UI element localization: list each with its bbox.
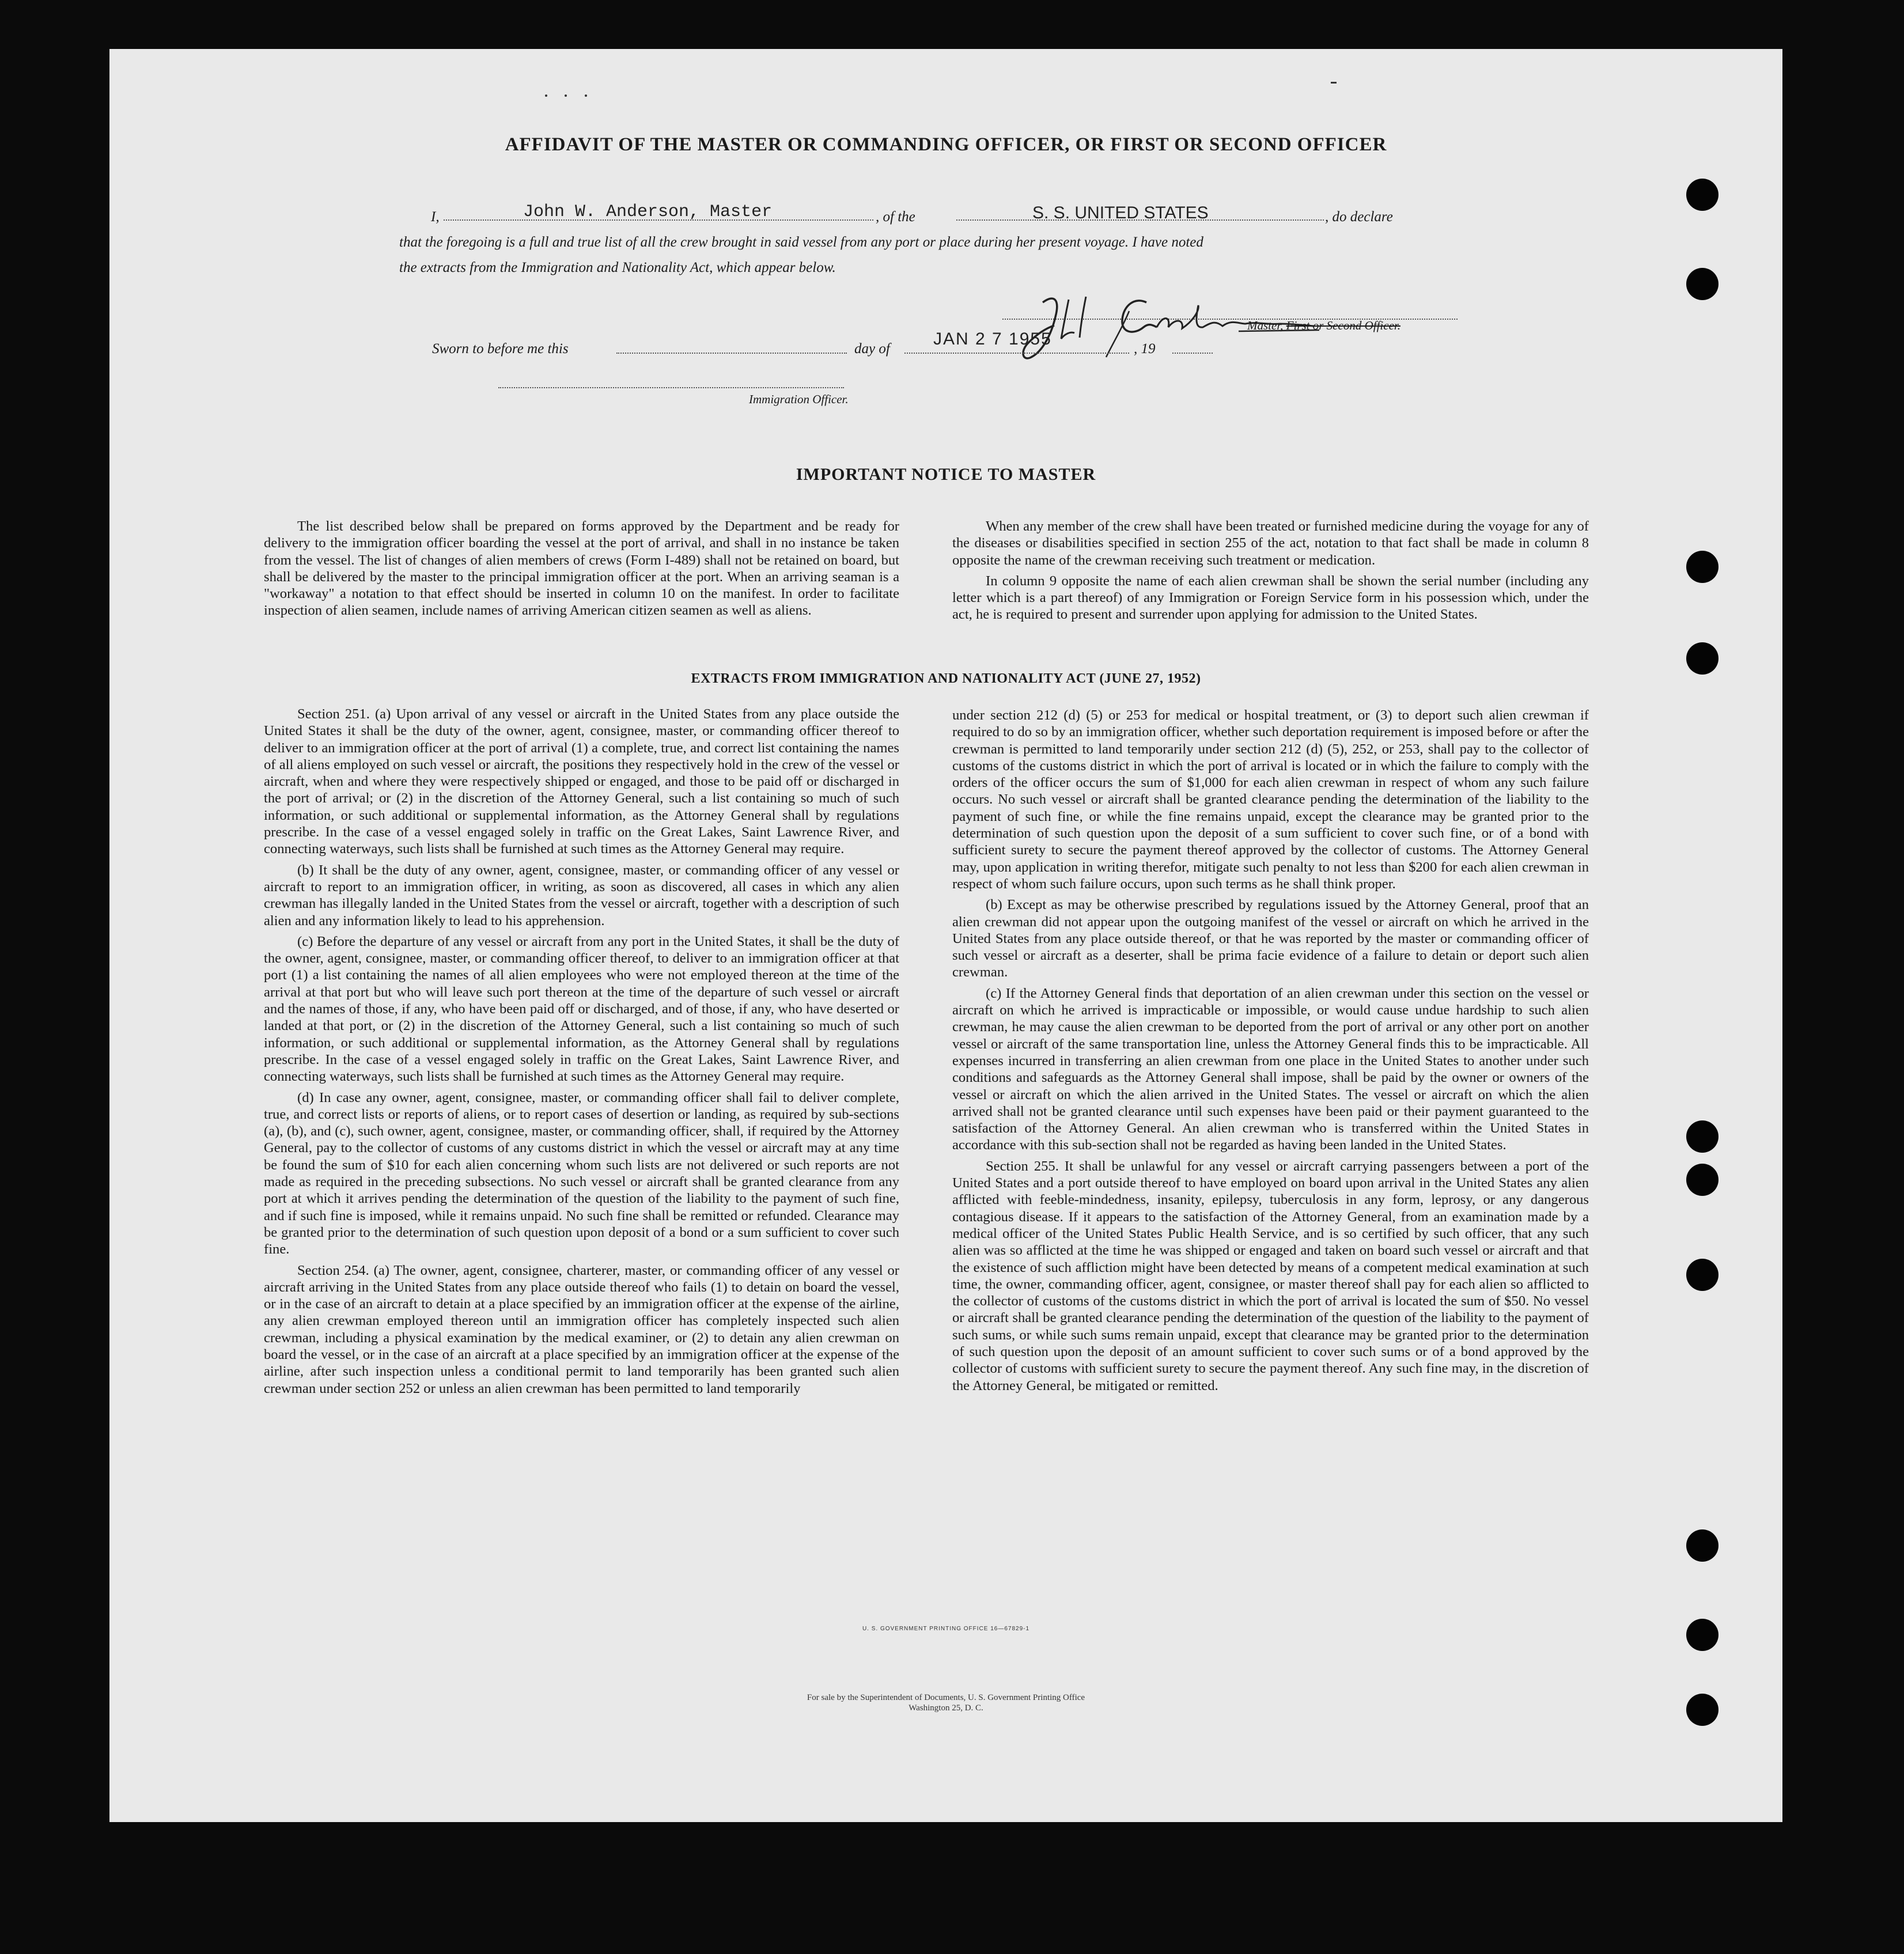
- document-page: [109, 49, 1782, 1822]
- stray-mark: [585, 94, 587, 97]
- month-fill-line: [904, 353, 1129, 354]
- punch-hole: [1686, 1529, 1718, 1562]
- notice-right-column: [952, 518, 1589, 627]
- extracts-right-column: [952, 707, 1589, 1398]
- punch-hole: [1686, 179, 1718, 211]
- stray-mark: [1331, 82, 1337, 84]
- master-name: John W. Anderson, Master: [523, 202, 773, 222]
- notice-title: IMPORTANT NOTICE TO MASTER: [796, 465, 1096, 484]
- notice-right-paragraph-2: In column 9 opposite the name of each alien crewman shall be shown the serial number (including any letter which is a part thereof) of any Immigration or Foreign Service form in his possession which, under the act, he is required to present and surrender upon applying for admission to the United States.: [952, 573, 1589, 623]
- i-label: I,: [431, 209, 440, 225]
- punch-hole: [1686, 1694, 1718, 1726]
- punch-hole: [1686, 1259, 1718, 1291]
- vessel-name: S. S. UNITED STATES: [1032, 203, 1209, 222]
- section-254-b: (b) Except as may be otherwise prescribed by regulations issued by the Attorney General, proof that an alien crewman did not appear upon the outgoing manifest of the vessel or aircraft on which he arrived in the United States from any place outside thereof, or that he was reported by the master or commanding officer of such vessel or aircraft as a deserter, shall be prima facie evidence of a failure to detain or deport such alien crewman.: [952, 897, 1589, 980]
- affidavit-title: AFFIDAVIT OF THE MASTER OR COMMANDING OFFICER, OR FIRST OR SECOND OFFICER: [505, 134, 1387, 155]
- section-254-a-continued: under section 212 (d) (5) or 253 for medical or hospital treatment, or (3) to deport such alien crewman if required to do so by an immigration officer, whether such deportation requirement is imposed before or after the crewman is permitted to land temporarily under section 212 (d) (5), 252, or 253, shall pay to the collector of customs of the customs district in which the port of arrival is located or in which the failure to comply with the orders of the officer occurs the sum of $1,000 for each alien crewman in respect of whom any such failure occurs. No such vessel or aircraft shall be granted clearance pending the determination of the liability to the payment of such fine, or while the fine remains unpaid, except the clearance may be granted prior to the determination of such question upon the deposit of a sum sufficient to cover such fine, or of a bond with sufficient surety to secure the payment thereof approved by the collector of customs. The Attorney General may, upon application in writing therefor, mitigate such penalty to not less than $200 for each alien crewman in respect of whom such failure occurs, upon such terms as he shall think proper.: [952, 707, 1589, 892]
- statement-line-2: the extracts from the Immigration and Nationality Act, which appear below.: [399, 260, 836, 275]
- sale-notice-line-2: Washington 25, D. C.: [909, 1703, 983, 1713]
- officer-caption: Immigration Officer.: [749, 392, 849, 406]
- section-251-a: Section 251. (a) Upon arrival of any vessel or aircraft in the United States from any place outside the United States it shall be the duty of the owner, agent, consignee, master, or commanding officer thereof to deliver to an immigration officer at the port of arrival (1) a complete, true, and correct list containing the names of all aliens employed on such vessel or aircraft, the positions they respectively hold in the crew of the vessel or aircraft, when and where they were respectively shipped or engaged, and those to be paid off or discharged in the port of arrival; or (2) in the discretion of the Attorney General, such a list containing so much of such information, or such additional or supplemental information, as the Attorney General shall by regulations prescribe. In the case of a vessel engaged solely in traffic on the Great Lakes, Saint Lawrence River, and connecting waterways, such lists shall be furnished at such times as the Attorney General may require.: [264, 706, 899, 857]
- punch-hole: [1686, 642, 1718, 675]
- gpo-imprint: U. S. GOVERNMENT PRINTING OFFICE 16—67829-1: [862, 1626, 1030, 1632]
- stray-mark: [565, 94, 567, 97]
- punch-hole: [1686, 1164, 1718, 1196]
- notice-right-paragraph-1: When any member of the crew shall have been treated or furnished medicine during the voyage for any of the diseases or disabilities specified in section 255 of the act, notation to that fact shall be made in column 8 opposite the name of the crewman receiving such treatment or medication.: [952, 518, 1589, 568]
- date-stamp: JAN 2 7 1955: [933, 330, 1052, 349]
- officer-fill-line: [498, 387, 844, 388]
- punch-hole: [1686, 268, 1718, 300]
- notice-left-paragraph: The list described below shall be prepared on forms approved by the Department and be ready for delivery to the immigration officer boarding the vessel at the port of arrival, and shall in no instance be taken from the vessel. The list of changes of alien members of crews (Form I-489) shall not be retained on board, but shall be delivered by the master to the principal immigration officer at the port. When an arriving seaman is a "workaway" a notation to that effect should be inserted in column 10 on the manifest. In order to facilitate inspection of alien seamen, include names of arriving American citizen seamen as well as aliens.: [264, 518, 899, 619]
- notice-left-column: [264, 518, 899, 623]
- section-255: Section 255. It shall be unlawful for any vessel or aircraft carrying passengers between a port of the United States and a port outside thereof to have employed on board upon arrival in the United States any alien afflicted with feeble-mindedness, insanity, epilepsy, tuberculosis in any form, leprosy, or any dangerous contagious disease. If it appears to the satisfaction of the Attorney General, from an examination made by a medical officer of the United States Public Health Service, and is so certified by such officer, that any such alien was so afflicted at the time he was shipped or engaged and taken on board such vessel or aircraft and that the existence of such affliction might have been detected by means of a competent medical examination at such time, the owner, commanding officer, agent, consignee, or master thereof shall pay for each alien so afflicted to the collector of customs of the customs district in which the port of arrival is located the sum of $50. No vessel or aircraft shall be granted clearance pending the determination of the question of the liability to the payment of such sums, or while such sums remain unpaid, except that clearance may be granted prior to the determination of such question upon the deposit of an amount sufficient to cover such sums or of a bond approved by the collector of customs with sufficient surety to secure the payment thereof. Any such fine may, in the discretion of the Attorney General, be mitigated or remitted.: [952, 1158, 1589, 1393]
- section-254-c: (c) If the Attorney General finds that deportation of an alien crewman under this section on the vessel or aircraft on which he arrived is impracticable or impossible, or would cause undue hardship to such alien crewman, he may cause the alien crewman to be deported from the port of arrival or any other port on another vessel or aircraft of the same transportation line, unless the Attorney General finds this to be impracticable. All expenses incurred in transferring an alien crewman from one place in the United States to another under such conditions and safeguards as the Attorney General shall impose, shall be paid by the owner or owners of the vessel or aircraft on which the alien arrived in the United States. The vessel or aircraft on which the alien arrived shall not be granted clearance until such expenses have been paid or their payment guaranteed to the satisfaction of the Attorney General. An alien crewman who is transferred within the United States in accordance with this sub-section shall not be regarded as having been landed in the United States.: [952, 985, 1589, 1153]
- statement-line-1: that the foregoing is a full and true list of all the crew brought in said vessel from any port or place during her present voyage. I have noted: [399, 234, 1203, 250]
- sale-notice: [109, 1692, 1782, 1713]
- section-251-c: (c) Before the departure of any vessel or aircraft from any port in the United States, it shall be the duty of the owner, agent, consignee, master, or commanding officer thereof, to deliver to an immigration officer at that port (1) a list containing the names of all alien employees who were not employed thereon at the time of the arrival at that port but who will leave such port thereon at the time of the departure of such vessel or aircraft and the names of those, if any, who have been paid off or discharged, and of those, if any, who have deserted or landed at that port, or (2) in the discretion of the Attorney General, such a list containing so much of such information, or such additional or supplemental information, as the Attorney General shall by regulations prescribe. In the case of a vessel engaged solely in traffic on the Great Lakes, Saint Lawrence River, and connecting waterways, such lists shall be furnished at such times as the Attorney General may require.: [264, 933, 899, 1085]
- of-the-label: , of the: [876, 209, 915, 225]
- section-251-d: (d) In case any owner, agent, consignee, master, or commanding officer shall fail to deliver complete, true, and correct lists or reports of aliens, or to report cases of desertion or landing, as required by sub-sections (a), (b), and (c), such owner, agent, consignee, master, or commanding officer, shall, if required by the Attorney General, pay to the collector of customs of any customs district in which the vessel or aircraft may at any time be found the sum of $10 for each alien concerning whom such lists are not delivered or such reports are not made as required in the preceding subsections. No such vessel or aircraft shall be granted clearance from any port at which it arrives pending the determination of the question of the liability to the payment of such fine, and if such fine is imposed, while it remains unpaid. No such fine shall be remitted or refunded. Clearance may be granted prior to the determination of such question upon deposit of a bond or a sum sufficient to cover such fine.: [264, 1089, 899, 1258]
- day-of-label: day of: [854, 341, 890, 357]
- sworn-label: Sworn to before me this: [432, 341, 569, 357]
- year-fill-line: [1172, 353, 1213, 354]
- handwritten-signature: [1020, 271, 1342, 363]
- signature-caption-struck: First or Second Officer.: [1286, 319, 1400, 332]
- punch-hole: [1686, 1619, 1718, 1651]
- extracts-title: EXTRACTS FROM IMMIGRATION AND NATIONALITY ACT (JUNE 27, 1952): [691, 671, 1201, 686]
- section-254-a: Section 254. (a) The owner, agent, consignee, charterer, master, or commanding officer of any vessel or aircraft arriving in the United States from any place outside thereof who fails (1) to detain on board the vessel, or in the case of an aircraft to detain at a place specified by an immigration officer at the expense of the airline, any alien crewman employed thereon until an immigration officer has completely inspected such alien crewman, including a physical examination by the medical examiner, or (2) to detain any alien crewman on board the vessel, or in the case of an aircraft at a place specified by an immigration officer at the expense of the airline, after such inspection unless a conditional permit to land temporarily has been granted such alien crewman under section 252 or unless an alien crewman has been permitted to land temporarily: [264, 1262, 899, 1396]
- sale-notice-line-1: For sale by the Superintendent of Documents, U. S. Government Printing Office: [807, 1693, 1085, 1702]
- section-251-b: (b) It shall be the duty of any owner, agent, consignee, master, or commanding officer of any vessel or aircraft to report to an immigration officer, in writing, as soon as discovered, all cases in which any alien crewman has illegally landed in the United States from the vessel or aircraft, together with a description of such alien and any information likely to lead to his apprehension.: [264, 862, 899, 929]
- extracts-left-column: [264, 706, 899, 1401]
- signature-caption: [1247, 319, 1400, 333]
- do-declare-label: , do declare: [1325, 209, 1393, 225]
- stray-mark: [545, 94, 547, 97]
- punch-hole: [1686, 551, 1718, 583]
- punch-hole: [1686, 1120, 1718, 1153]
- sworn-day-fill-line: [616, 353, 847, 354]
- signature-caption-plain: Master,: [1247, 319, 1286, 332]
- year-label: , 19: [1134, 341, 1156, 357]
